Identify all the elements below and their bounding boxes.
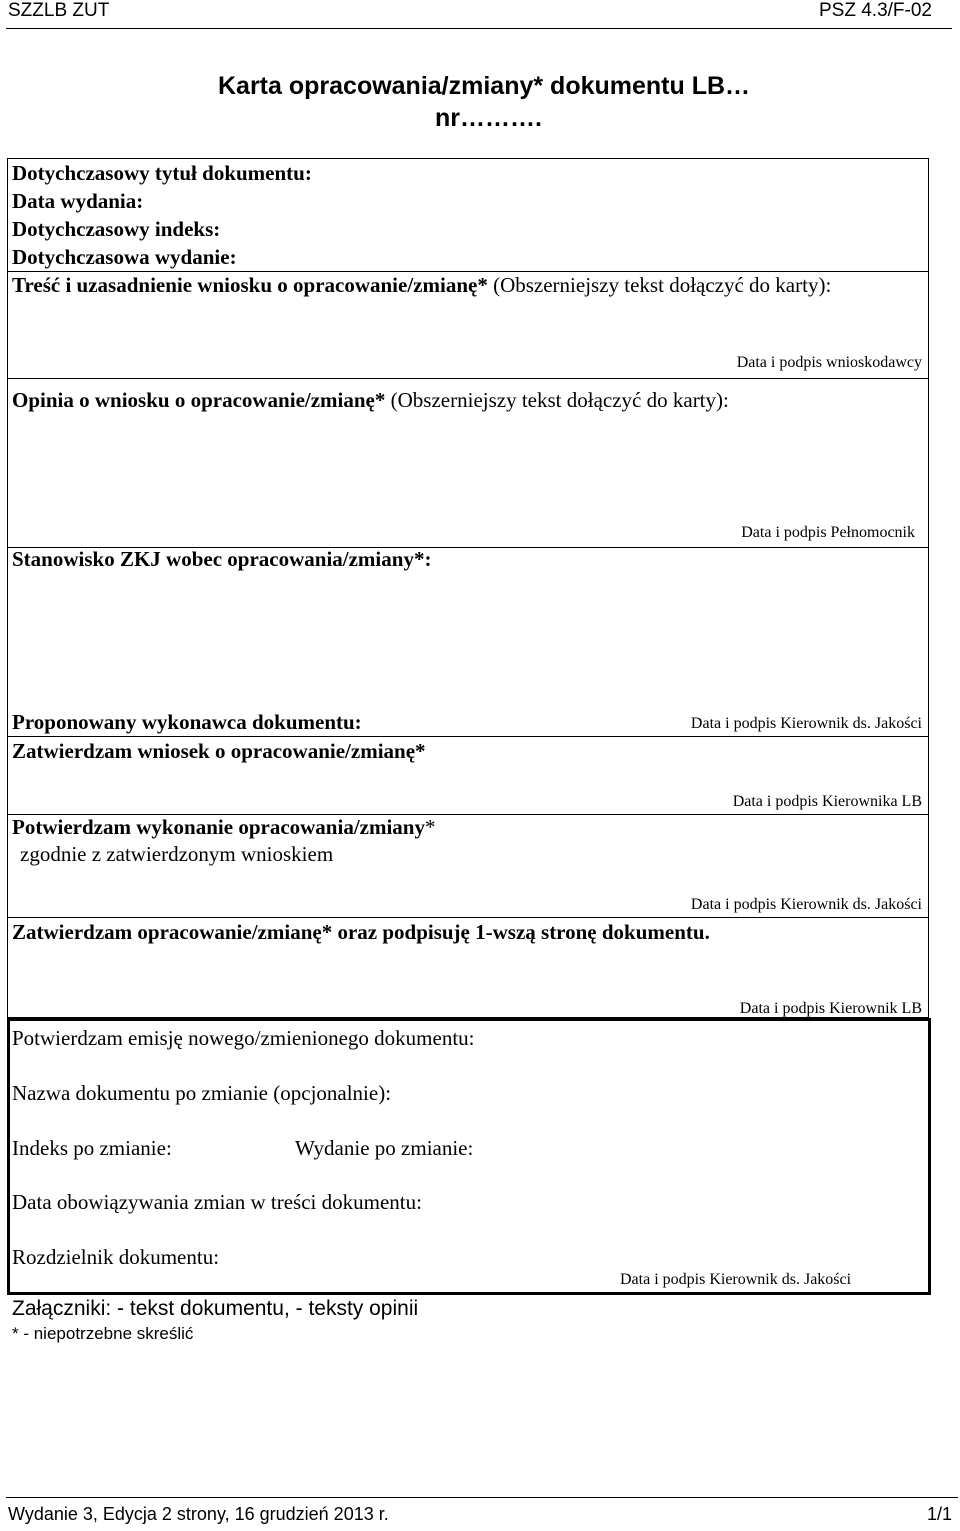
header-divider — [6, 28, 952, 29]
signature-quality-manager-3: Data i podpis Kierownik ds. Jakości — [620, 1271, 852, 1288]
attachments-note: Załączniki: - tekst dokumentu, - teksty opinii — [12, 1297, 419, 1320]
emission-label: Potwierdzam emisję nowego/zmienionego dokumentu: — [12, 1026, 475, 1050]
field-previous-index: Dotychczasowy indeks: — [12, 217, 221, 241]
signature-quality-manager-1: Data i podpis Kierownik ds. Jakości — [690, 715, 922, 732]
divider — [7, 271, 929, 272]
signature-applicant: Data i podpis wnioskodawcy — [736, 354, 922, 371]
page-title: Karta opracowania/zmiany* dokumentu LB… — [218, 72, 751, 100]
footer-page-number: 1/1 — [926, 1504, 952, 1524]
confirm-execution-label: Potwierdzam wykonanie opracowania/zmiany* — [12, 815, 436, 839]
request-label: Treść i uzasadnienie wniosku o opracowanie/zmianę* (Obszerniejszy tekst dołączyć do karty): — [12, 273, 832, 297]
approve-request-label: Zatwierdzam wniosek o opracowanie/zmianę* — [12, 739, 426, 763]
opinion-label: Opinia o wniosku o opracowanie/zmianę* (Obszerniejszy tekst dołączyć do karty): — [12, 388, 729, 412]
signature-lab-manager-2: Data i podpis Kierownik LB — [739, 1000, 922, 1017]
new-edition-label: Wydanie po zmianie: — [295, 1136, 474, 1160]
signature-plenipotentiary: Data i podpis Pełnomocnik — [741, 524, 915, 541]
divider — [7, 736, 929, 737]
field-issue-date: Data wydania: — [12, 189, 144, 213]
footer-divider — [6, 1497, 958, 1498]
new-index-label: Indeks po zmianie: — [12, 1136, 172, 1160]
divider — [7, 378, 929, 379]
footer-left: Wydanie 3, Edycja 2 strony, 16 grudzień 2013 r. — [8, 1504, 389, 1524]
field-previous-edition: Dotychczasowa wydanie: — [12, 245, 237, 269]
proposed-executor-label: Proponowany wykonawca dokumentu: — [12, 710, 362, 734]
signature-lab-manager-1: Data i podpis Kierownika LB — [732, 793, 922, 810]
validity-date-label: Data obowiązywania zmian w treści dokumentu: — [12, 1190, 422, 1214]
footnote: * - niepotrzebne skreślić — [12, 1324, 194, 1343]
new-name-label: Nazwa dokumentu po zmianie (opcjonalnie): — [12, 1081, 392, 1105]
field-previous-title: Dotychczasowy tytuł dokumentu: — [12, 161, 312, 185]
header-right: PSZ 4.3/F-02 — [819, 0, 932, 21]
signature-quality-manager-2: Data i podpis Kierownik ds. Jakości — [690, 896, 922, 913]
distribution-label: Rozdzielnik dokumentu: — [12, 1245, 220, 1269]
confirm-execution-line2: zgodnie z zatwierdzonym wnioskiem — [20, 842, 334, 866]
divider — [7, 917, 929, 918]
header-left: SZZLB ZUT — [8, 0, 110, 21]
page-title-number: nr………. — [435, 104, 542, 132]
approve-final-label: Zatwierdzam opracowanie/zmianę* oraz podpisuję 1-wszą stronę dokumentu. — [12, 920, 710, 944]
zkj-position-label: Stanowisko ZKJ wobec opracowania/zmiany*: — [12, 547, 432, 571]
